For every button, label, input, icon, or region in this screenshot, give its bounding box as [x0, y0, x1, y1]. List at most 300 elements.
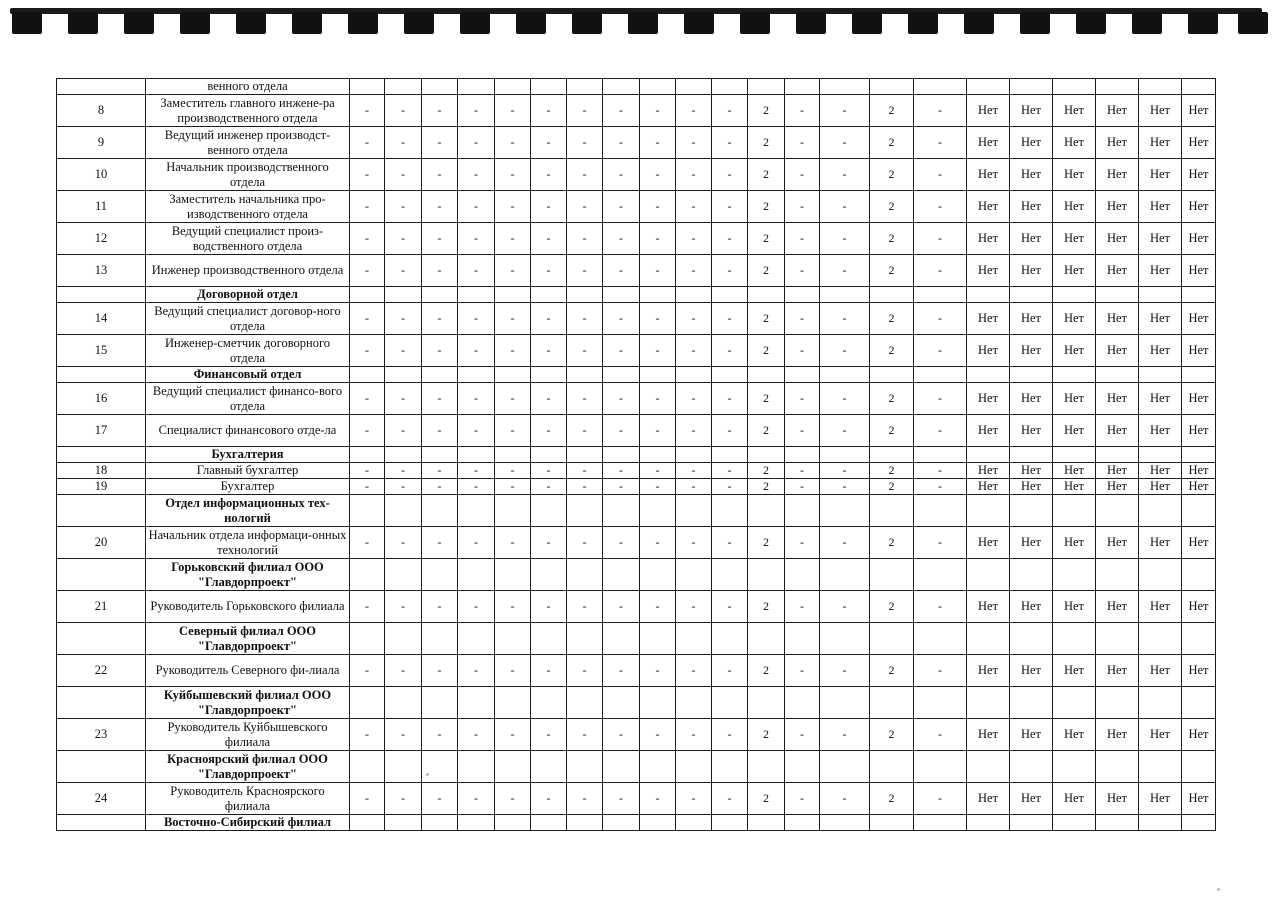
class-cell: - — [603, 191, 640, 223]
empty-cell — [1139, 79, 1182, 95]
class-cell: - — [458, 255, 495, 287]
class-cell: 2 — [870, 95, 914, 127]
class-cell: - — [350, 783, 385, 815]
class-cell: 2 — [870, 127, 914, 159]
class-cell: 2 — [870, 655, 914, 687]
empty-cell — [748, 367, 785, 383]
empty-cell — [870, 447, 914, 463]
empty-cell — [1010, 495, 1053, 527]
class-cell: - — [350, 479, 385, 495]
class-cell: - — [640, 95, 676, 127]
class-cell: - — [495, 719, 531, 751]
empty-cell — [1182, 447, 1216, 463]
binding-tooth — [572, 12, 602, 34]
class-cell: - — [712, 415, 748, 447]
empty-cell — [567, 815, 603, 831]
empty-cell — [676, 287, 712, 303]
class-cell: - — [350, 719, 385, 751]
class-cell: - — [914, 479, 967, 495]
class-cell: - — [350, 463, 385, 479]
row-number: 24 — [57, 783, 146, 815]
guarantee-cell: Нет — [967, 159, 1010, 191]
class-cell: - — [712, 383, 748, 415]
guarantee-cell: Нет — [967, 655, 1010, 687]
guarantee-cell: Нет — [1010, 335, 1053, 367]
empty-cell — [458, 815, 495, 831]
empty-cell — [567, 751, 603, 783]
position-name: Северный филиал ООО "Главдорпроект" — [146, 623, 350, 655]
class-cell: - — [458, 527, 495, 559]
position-name: Горьковский филиал ООО "Главдорпроект" — [146, 559, 350, 591]
empty-cell — [820, 559, 870, 591]
table-row — [57, 783, 1216, 815]
empty-cell — [1010, 623, 1053, 655]
class-cell: - — [640, 527, 676, 559]
class-cell: - — [495, 783, 531, 815]
class-cell: 2 — [748, 303, 785, 335]
guarantee-cell: Нет — [967, 223, 1010, 255]
empty-cell — [567, 447, 603, 463]
empty-cell — [350, 751, 385, 783]
class-cell: - — [785, 479, 820, 495]
class-cell: - — [531, 95, 567, 127]
binding-tooth — [796, 12, 826, 34]
empty-cell — [967, 495, 1010, 527]
guarantee-cell: Нет — [1010, 591, 1053, 623]
table-row — [57, 463, 1216, 479]
empty-cell — [350, 79, 385, 95]
class-cell: - — [820, 463, 870, 479]
guarantee-cell: Нет — [1182, 479, 1216, 495]
empty-cell — [870, 623, 914, 655]
empty-cell — [967, 559, 1010, 591]
class-cell: - — [914, 415, 967, 447]
guarantee-cell: Нет — [1139, 223, 1182, 255]
empty-cell — [603, 287, 640, 303]
position-name: Заместитель начальника про-изводственного отдела — [146, 191, 350, 223]
guarantee-cell: Нет — [1053, 527, 1096, 559]
empty-cell — [1182, 623, 1216, 655]
guarantee-cell: Нет — [1182, 655, 1216, 687]
empty-cell — [1139, 815, 1182, 831]
row-number — [57, 495, 146, 527]
guarantee-cell: Нет — [1010, 95, 1053, 127]
guarantee-cell: Нет — [1139, 383, 1182, 415]
empty-cell — [640, 367, 676, 383]
empty-cell — [603, 367, 640, 383]
guarantee-cell: Нет — [1139, 255, 1182, 287]
class-cell: 2 — [870, 335, 914, 367]
guarantee-cell: Нет — [1053, 191, 1096, 223]
class-cell: - — [640, 783, 676, 815]
class-cell: - — [914, 159, 967, 191]
class-cell: - — [640, 383, 676, 415]
empty-cell — [495, 447, 531, 463]
class-cell: - — [422, 591, 458, 623]
empty-cell — [350, 287, 385, 303]
empty-cell — [603, 623, 640, 655]
class-cell: 2 — [870, 255, 914, 287]
class-cell: 2 — [748, 223, 785, 255]
empty-cell — [712, 559, 748, 591]
class-cell: - — [531, 479, 567, 495]
empty-cell — [495, 367, 531, 383]
guarantee-cell: Нет — [1139, 783, 1182, 815]
position-name: Ведущий специалист произ-водственного отдела — [146, 223, 350, 255]
guarantee-cell: Нет — [1182, 335, 1216, 367]
guarantee-cell: Нет — [1010, 415, 1053, 447]
class-cell: - — [676, 527, 712, 559]
empty-cell — [1182, 687, 1216, 719]
class-cell: - — [531, 783, 567, 815]
empty-cell — [567, 367, 603, 383]
class-cell: 2 — [748, 383, 785, 415]
empty-cell — [1010, 815, 1053, 831]
class-cell: - — [567, 191, 603, 223]
empty-cell — [640, 623, 676, 655]
empty-cell — [820, 79, 870, 95]
class-cell: - — [385, 655, 422, 687]
class-cell: - — [820, 591, 870, 623]
class-cell: - — [567, 127, 603, 159]
binding-tooth — [404, 12, 434, 34]
empty-cell — [531, 79, 567, 95]
class-cell: - — [458, 303, 495, 335]
empty-cell — [531, 559, 567, 591]
class-cell: - — [785, 655, 820, 687]
table-row — [57, 479, 1216, 495]
binding-tooth — [852, 12, 882, 34]
guarantee-cell: Нет — [1096, 719, 1139, 751]
class-cell: - — [785, 415, 820, 447]
guarantee-cell: Нет — [967, 335, 1010, 367]
empty-cell — [1182, 495, 1216, 527]
row-number — [57, 815, 146, 831]
empty-cell — [458, 623, 495, 655]
class-cell: - — [422, 127, 458, 159]
workplace-table — [56, 78, 1216, 831]
class-cell: - — [458, 335, 495, 367]
empty-cell — [422, 623, 458, 655]
class-cell: - — [914, 127, 967, 159]
empty-cell — [1182, 367, 1216, 383]
binding-tooth — [964, 12, 994, 34]
empty-cell — [458, 687, 495, 719]
empty-cell — [1010, 751, 1053, 783]
class-cell: - — [676, 479, 712, 495]
row-number: 14 — [57, 303, 146, 335]
empty-cell — [870, 287, 914, 303]
class-cell: - — [820, 783, 870, 815]
guarantee-cell: Нет — [1182, 527, 1216, 559]
class-cell: - — [914, 335, 967, 367]
scan-speck — [1217, 888, 1220, 891]
empty-cell — [748, 79, 785, 95]
class-cell: - — [640, 159, 676, 191]
class-cell: - — [676, 223, 712, 255]
class-cell: - — [495, 463, 531, 479]
empty-cell — [350, 447, 385, 463]
class-cell: - — [914, 463, 967, 479]
class-cell: - — [422, 383, 458, 415]
empty-cell — [1096, 623, 1139, 655]
position-name: Бухгалтерия — [146, 447, 350, 463]
class-cell: - — [567, 223, 603, 255]
section-row — [57, 495, 1216, 527]
guarantee-cell: Нет — [967, 415, 1010, 447]
empty-cell — [748, 751, 785, 783]
class-cell: - — [676, 127, 712, 159]
empty-cell — [495, 79, 531, 95]
class-cell: - — [676, 591, 712, 623]
class-cell: - — [495, 223, 531, 255]
empty-cell — [914, 79, 967, 95]
row-number — [57, 287, 146, 303]
class-cell: - — [422, 655, 458, 687]
guarantee-cell: Нет — [967, 191, 1010, 223]
empty-cell — [1096, 367, 1139, 383]
empty-cell — [603, 815, 640, 831]
binding-tooth — [460, 12, 490, 34]
guarantee-cell: Нет — [1010, 479, 1053, 495]
empty-cell — [1010, 79, 1053, 95]
class-cell: - — [603, 783, 640, 815]
table-row — [57, 159, 1216, 191]
class-cell: 2 — [870, 303, 914, 335]
empty-cell — [640, 559, 676, 591]
row-number: 10 — [57, 159, 146, 191]
class-cell: 2 — [870, 591, 914, 623]
empty-cell — [870, 367, 914, 383]
empty-cell — [748, 447, 785, 463]
class-cell: 2 — [748, 335, 785, 367]
class-cell: - — [458, 191, 495, 223]
section-row — [57, 687, 1216, 719]
class-cell: - — [676, 783, 712, 815]
class-cell: - — [567, 719, 603, 751]
guarantee-cell: Нет — [967, 127, 1010, 159]
guarantee-cell: Нет — [1010, 527, 1053, 559]
class-cell: - — [712, 95, 748, 127]
class-cell: - — [676, 383, 712, 415]
empty-cell — [1096, 687, 1139, 719]
class-cell: - — [785, 223, 820, 255]
class-cell: - — [820, 127, 870, 159]
guarantee-cell: Нет — [1053, 335, 1096, 367]
empty-cell — [531, 495, 567, 527]
class-cell: - — [531, 719, 567, 751]
section-row — [57, 447, 1216, 463]
empty-cell — [820, 287, 870, 303]
empty-cell — [785, 815, 820, 831]
empty-cell — [385, 447, 422, 463]
class-cell: - — [914, 223, 967, 255]
class-cell: - — [458, 95, 495, 127]
class-cell: - — [820, 95, 870, 127]
class-cell: - — [785, 527, 820, 559]
class-cell: - — [495, 255, 531, 287]
section-row — [57, 559, 1216, 591]
row-number: 12 — [57, 223, 146, 255]
empty-cell — [1053, 79, 1096, 95]
table-row — [57, 303, 1216, 335]
empty-cell — [1053, 447, 1096, 463]
empty-cell — [495, 751, 531, 783]
empty-cell — [712, 79, 748, 95]
class-cell: - — [350, 223, 385, 255]
row-number — [57, 687, 146, 719]
empty-cell — [531, 751, 567, 783]
empty-cell — [914, 447, 967, 463]
empty-cell — [1010, 447, 1053, 463]
class-cell: - — [603, 159, 640, 191]
empty-cell — [676, 367, 712, 383]
empty-cell — [820, 495, 870, 527]
class-cell: - — [640, 191, 676, 223]
class-cell: - — [640, 415, 676, 447]
empty-cell — [1139, 623, 1182, 655]
empty-cell — [1096, 751, 1139, 783]
class-cell: - — [712, 303, 748, 335]
class-cell: 2 — [870, 527, 914, 559]
guarantee-cell: Нет — [1139, 159, 1182, 191]
class-cell: - — [820, 255, 870, 287]
class-cell: - — [676, 191, 712, 223]
row-number: 21 — [57, 591, 146, 623]
empty-cell — [676, 815, 712, 831]
empty-cell — [422, 447, 458, 463]
empty-cell — [748, 559, 785, 591]
row-number: 19 — [57, 479, 146, 495]
guarantee-cell: Нет — [1010, 719, 1053, 751]
row-number: 22 — [57, 655, 146, 687]
class-cell: 2 — [870, 783, 914, 815]
class-cell: - — [712, 127, 748, 159]
guarantee-cell: Нет — [1053, 479, 1096, 495]
empty-cell — [1139, 367, 1182, 383]
empty-cell — [914, 559, 967, 591]
position-name: Инженер производственного отдела — [146, 255, 350, 287]
empty-cell — [422, 751, 458, 783]
guarantee-cell: Нет — [1096, 591, 1139, 623]
class-cell: - — [603, 223, 640, 255]
class-cell: - — [422, 95, 458, 127]
class-cell: - — [640, 655, 676, 687]
class-cell: - — [495, 335, 531, 367]
scan-speck — [426, 773, 429, 776]
class-cell: 2 — [748, 591, 785, 623]
class-cell: - — [495, 479, 531, 495]
empty-cell — [603, 495, 640, 527]
section-row — [57, 287, 1216, 303]
class-cell: - — [785, 159, 820, 191]
guarantee-cell: Нет — [1182, 255, 1216, 287]
class-cell: - — [640, 223, 676, 255]
guarantee-cell: Нет — [1096, 415, 1139, 447]
class-cell: - — [914, 303, 967, 335]
empty-cell — [458, 495, 495, 527]
class-cell: - — [531, 191, 567, 223]
class-cell: 2 — [748, 479, 785, 495]
class-cell: - — [350, 95, 385, 127]
empty-cell — [748, 495, 785, 527]
class-cell: - — [531, 127, 567, 159]
empty-cell — [785, 447, 820, 463]
guarantee-cell: Нет — [967, 463, 1010, 479]
class-cell: 2 — [748, 159, 785, 191]
empty-cell — [1182, 287, 1216, 303]
empty-cell — [820, 623, 870, 655]
guarantee-cell: Нет — [1053, 783, 1096, 815]
guarantee-cell: Нет — [1053, 127, 1096, 159]
guarantee-cell: Нет — [1182, 719, 1216, 751]
guarantee-cell: Нет — [1053, 383, 1096, 415]
class-cell: - — [676, 719, 712, 751]
class-cell: - — [531, 159, 567, 191]
empty-cell — [785, 559, 820, 591]
guarantee-cell: Нет — [967, 479, 1010, 495]
empty-cell — [458, 559, 495, 591]
class-cell: 2 — [748, 719, 785, 751]
guarantee-cell: Нет — [1010, 383, 1053, 415]
position-name: Ведущий специалист финансо-вого отдела — [146, 383, 350, 415]
guarantee-cell: Нет — [1096, 127, 1139, 159]
guarantee-cell: Нет — [1139, 527, 1182, 559]
class-cell: - — [603, 463, 640, 479]
section-row — [57, 751, 1216, 783]
guarantee-cell: Нет — [1010, 783, 1053, 815]
empty-cell — [567, 495, 603, 527]
guarantee-cell: Нет — [1182, 415, 1216, 447]
empty-cell — [785, 287, 820, 303]
guarantee-cell: Нет — [1096, 463, 1139, 479]
empty-cell — [712, 623, 748, 655]
class-cell: - — [531, 255, 567, 287]
class-cell: 2 — [870, 191, 914, 223]
class-cell: 2 — [748, 191, 785, 223]
guarantee-cell: Нет — [1053, 303, 1096, 335]
guarantee-cell: Нет — [1010, 127, 1053, 159]
position-name: Отдел информационных тех-нологий — [146, 495, 350, 527]
class-cell: - — [531, 655, 567, 687]
guarantee-cell: Нет — [1010, 655, 1053, 687]
class-cell: - — [350, 383, 385, 415]
empty-cell — [1139, 751, 1182, 783]
class-cell: - — [422, 783, 458, 815]
empty-cell — [914, 495, 967, 527]
empty-cell — [870, 687, 914, 719]
empty-cell — [495, 287, 531, 303]
empty-cell — [967, 751, 1010, 783]
empty-cell — [1053, 495, 1096, 527]
table-row — [57, 719, 1216, 751]
class-cell: - — [422, 479, 458, 495]
row-number: 8 — [57, 95, 146, 127]
empty-cell — [870, 559, 914, 591]
empty-cell — [350, 687, 385, 719]
class-cell: - — [785, 191, 820, 223]
class-cell: - — [385, 95, 422, 127]
guarantee-cell: Нет — [1010, 255, 1053, 287]
row-number — [57, 79, 146, 95]
empty-cell — [1139, 287, 1182, 303]
guarantee-cell: Нет — [1139, 591, 1182, 623]
class-cell: - — [531, 303, 567, 335]
guarantee-cell: Нет — [1182, 591, 1216, 623]
guarantee-cell: Нет — [1139, 719, 1182, 751]
binding-tooth — [180, 12, 210, 34]
empty-cell — [748, 287, 785, 303]
